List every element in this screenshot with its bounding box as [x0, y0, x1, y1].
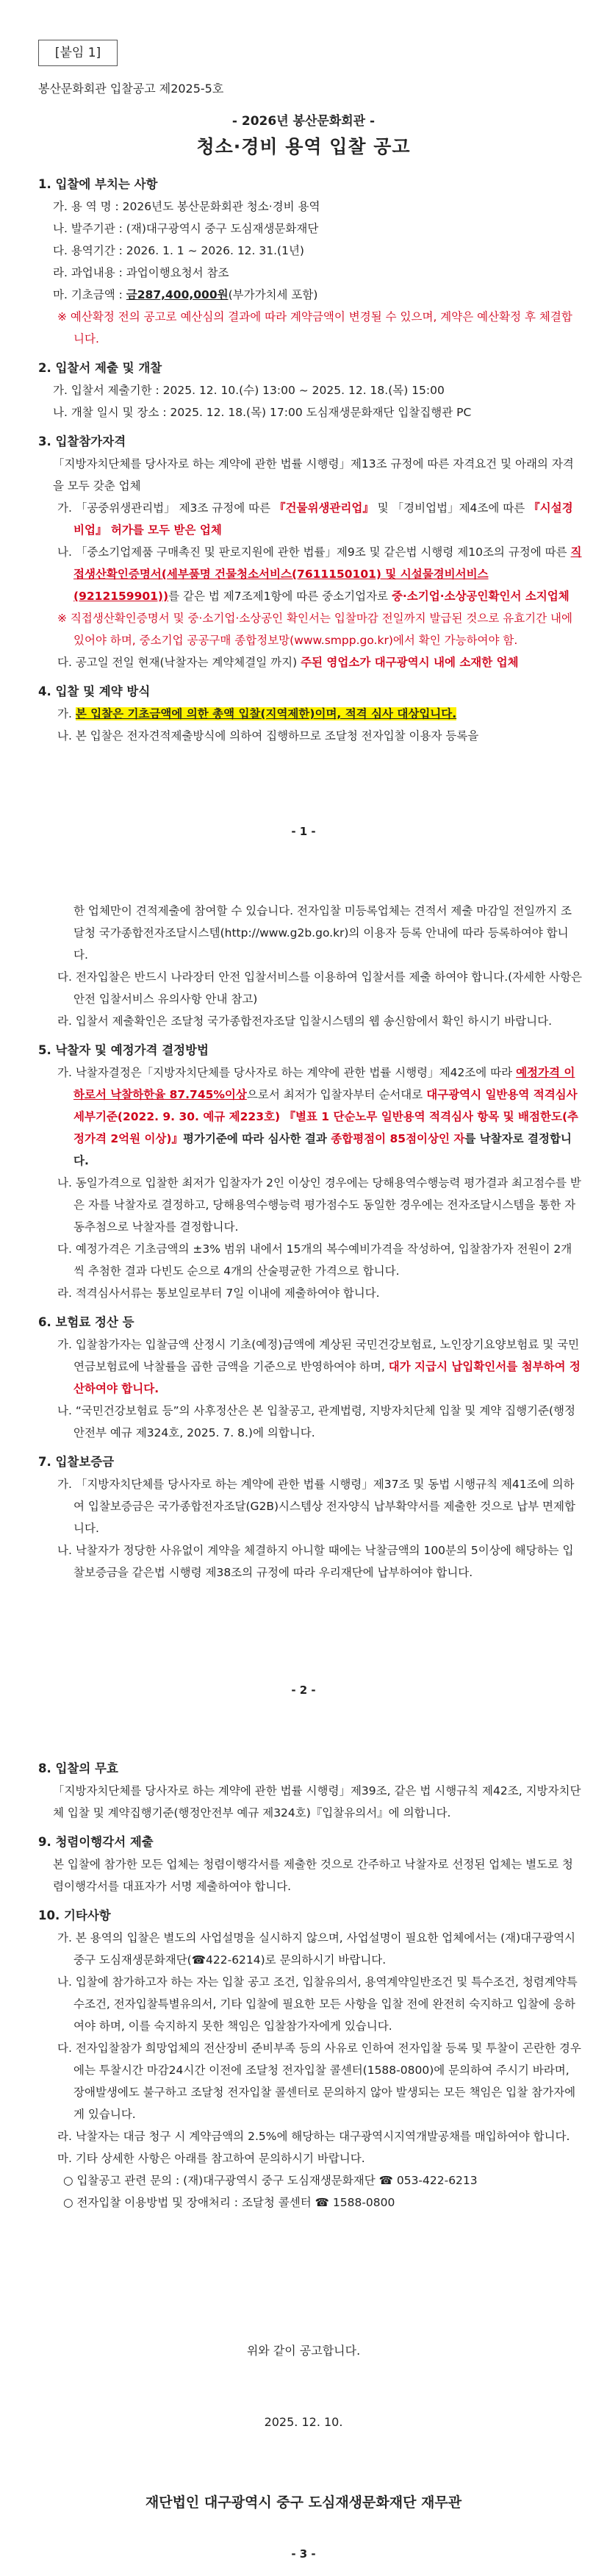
s3-na-text-1: 나. 「중소기업제품 구매촉진 및 판로지원에 관한 법률」제9조 및 같은법 시행령 제10조의 규정에 따른 [57, 545, 571, 559]
s5-item-ra: 라. 적격심사서류는 통보일로부터 7일 이내에 제출하여야 합니다. [57, 1287, 380, 1300]
notice-number: 봉산문화회관 입찰공고 제2025-5호 [38, 82, 224, 96]
section-2-heading: 2. 입찰서 제출 및 개찰 [38, 361, 162, 375]
s3-na-text-2: 를 같은 법 제7조제1항에 따른 중소기업자로 [168, 590, 392, 603]
section-8-heading: 8. 입찰의 무효 [38, 1761, 118, 1775]
s3-ga-license-2: 『시설경비업』 [73, 501, 573, 537]
s3-intro: 「지방자치단체를 당사자로 하는 계약에 관한 법률 시행령」제13조 규정에 따른 자격요건 및 아래의 자격을 모두 갖춘 업체 [53, 457, 574, 493]
attachment-label: [붙임 1] [38, 40, 118, 66]
s3-ga-text-3: 허가를 모두 받은 업체 [107, 523, 222, 537]
s4-item-ga [38, 703, 582, 725]
page2-content [38, 900, 582, 1584]
contact-call-center: ○ 전자입찰 이용방법 및 장애처리 : 조달청 콜센터 ☎ 1588-0800 [63, 2196, 395, 2209]
section-7-heading: 7. 입찰보증금 [38, 1455, 115, 1469]
s5-ga-text-2: 으로서 최저가 입찰자부터 순서대로 [246, 1088, 427, 1101]
s1-item-na: 나. 발주기관 : (재)대구광역시 중구 도심재생문화재단 [53, 222, 319, 235]
page-1 [0, 0, 607, 853]
document-subtitle: - 2026년 봉산문화회관 - [231, 114, 376, 129]
s1-item-da: 다. 용역기간 : 2026. 1. 1 ~ 2026. 12. 31.(1년) [53, 244, 304, 257]
page-number-3: - 3 - [291, 2547, 316, 2561]
s6-item-ga [38, 1334, 582, 1400]
base-price-label: 마. 기초금액 : [53, 288, 126, 301]
s4-na-continued: 한 업체만이 견적제출에 참여할 수 있습니다. 전자입찰 미등록업체는 견적서 제출 마감일 전일까지 조달청 국가종합전자조달시스템(http://www.g2b.go.kr)의 이용자 등록 안내에 따라 등록하여야 합니다. [73, 904, 572, 962]
issuing-organization: 재단법인 대구광역시 중구 도심재생문화재단 재무관 [145, 2494, 462, 2511]
s5-ga-text-1: 가. 낙찰자결정은「지방자치단체를 당사자로 하는 계약에 관한 법률 시행령」제42조에 따라 [57, 1066, 517, 1079]
s4-ga-prefix: 가. [57, 707, 76, 720]
base-price-amount: 금287,400,000원 [126, 288, 229, 301]
section-9-heading: 9. 청렴이행각서 제출 [38, 1835, 154, 1849]
s3-ga-text-2: 및 「경비업법」제4조에 따른 [373, 501, 529, 515]
page-2 [0, 853, 607, 1709]
s10-item-ra: 라. 낙찰자는 대금 청구 시 계약금액의 2.5%에 해당하는 대구광역시지역개발공채를 매입하여야 합니다. [57, 2130, 570, 2143]
s2-item-na: 나. 개찰 일시 및 장소 : 2025. 12. 18.(목) 17:00 도심재생문화재단 입찰집행관 PC [53, 406, 472, 419]
s3-ga-license-1: 『건물위생관리업』 [274, 501, 374, 515]
s6-ga-settlement: 대가 지급시 납입확인서를 첨부하여 정산하여야 합니다. [73, 1360, 581, 1395]
s5-ga-text-3: 평가기준에 따라 심사한 결과 [182, 1132, 331, 1145]
section-4-heading: 4. 입찰 및 계약 방식 [38, 684, 151, 698]
page-number-2: - 2 - [291, 1684, 316, 1697]
s3-da-location: 주된 영업소가 대구광역시 내에 소재한 업체 [301, 656, 519, 669]
page1-content [38, 166, 582, 747]
s10-item-ma: 마. 기타 상세한 사항은 아래를 참고하여 문의하시기 바랍니다. [57, 2152, 365, 2165]
s5-item-ga [38, 1062, 582, 1172]
s5-item-da: 다. 예정가격은 기초금액의 ±3% 범위 내에서 15개의 복수예비가격을 작성하여, 입찰참가자 전원이 2개씩 추첨한 결과 다빈도 순으로 4개의 산술평균한 가격으로 합니다. [57, 1242, 572, 1278]
s8-body: 「지방자치단체를 당사자로 하는 계약에 관한 법률 시행령」제39조, 같은 법 시행규칙 제42조, 지방자치단체 입찰 및 계약집행기준(행정안전부 예규 제324호)『입찰유의서』에 의합니다. [53, 1784, 581, 1820]
section-3-heading: 3. 입찰참가자격 [38, 434, 126, 448]
s1-item-ma [38, 284, 582, 306]
section-10-heading: 10. 기타사항 [38, 1908, 111, 1922]
s3-na-sme-cert: 중·소기업·소상공인확인서 소지업체 [391, 590, 570, 603]
s3-note: ※ 직접생산확인증명서 및 중·소기업·소상공인 확인서는 입찰마감 전일까지 발급된 것으로 유효기간 내에 있어야 하며, 중소기업 공공구매 종합정보망(www.smpp.go.kr)에서 확인 가능하여야 함. [57, 612, 572, 647]
section-6-heading: 6. 보험료 정산 등 [38, 1315, 134, 1329]
s3-ga-text-1: 가. 「공중위생관리법」 제3조 규정에 따른 [57, 501, 275, 515]
section-1-heading: 1. 입찰에 부치는 사항 [38, 177, 158, 191]
s10-item-na: 나. 입찰에 참가하고자 하는 자는 입찰 공고 조건, 입찰유의서, 용역계약일반조건 및 특수조건, 청렴계약특수조건, 전자입찰특별유의서, 기타 입찰에 필요한 모든 사항을 입찰 전에 완전히 숙지하고 입찰에 응하여야 하며, 이를 숙지하지 못한 책임은 입찰참가자에게 있습니다. [57, 1975, 578, 2033]
s3-item-ga [38, 497, 582, 541]
s4-item-na: 나. 본 입찰은 전자견적제출방식에 의하여 집행하므로 조달청 전자입찰 이용자 등록을 [57, 729, 479, 743]
s1-item-ra: 라. 과업내용 : 과업이행요청서 참조 [53, 266, 229, 279]
s1-budget-note: ※ 예산확정 전의 공고로 예산심의 결과에 따라 계약금액이 변경될 수 있으며, 계약은 예산확정 후 체결합니다. [57, 310, 572, 346]
closing-statement: 위와 같이 공고합니다. [246, 2344, 361, 2358]
s5-item-na: 나. 동일가격으로 입찰한 최저가 입찰자가 2인 이상인 경우에는 당해용역수행능력 평가결과 최고점수를 받은 자를 낙찰자로 결정하고, 당해용역수행능력 평가점수도 동일한 경우에는 전자조달시스템을 통한 자동추첨으로 낙찰자를 결정합니다. [57, 1176, 581, 1234]
s7-item-na: 나. 낙찰자가 정당한 사유없이 계약을 체결하지 아니할 때에는 낙찰금액의 100분의 5이상에 해당하는 입찰보증금을 같은법 시행령 제38조의 규정에 따라 우리재단에 납부하여야 합니다. [57, 1544, 574, 1579]
s6-item-na: 나. “국민건강보험료 등”의 사후정산은 본 입찰공고, 관계법령, 지방자치단체 입찰 및 계약 집행기준(행정안전부 예규 제324호, 2025. 7. 8.)에 의합니다. [57, 1404, 575, 1439]
section-5-heading: 5. 낙찰자 및 예정가격 결정방법 [38, 1043, 209, 1057]
s7-item-ga: 가. 「지방자치단체를 당사자로 하는 계약에 관한 법률 시행령」제37조 및 동법 시행규칙 제41조에 의하여 입찰보증금은 국가종합전자조달(G2B)시스템상 전자양식 납부확약서를 제출한 것으로 납부 면제합니다. [57, 1478, 575, 1535]
s5-ga-text-4: 를 낙찰자로 결정합니다. [73, 1132, 572, 1167]
s4-ga-highlight: 본 입찰은 기초금액에 의한 총액 입찰(지역제한)이며, 적격 심사 대상입니다. [75, 707, 457, 720]
s5-ga-criteria: 대구광역시 일반용역 적격심사 세부기준(2022. 9. 30. 예규 제223호) 『별표 1 단순노무 일반용역 적격심사 항목 및 배점한도(추정가격 2억원 이상)』 [73, 1088, 578, 1145]
contact-bid-inquiry: ○ 입찰공고 관련 문의 : (재)대구광역시 중구 도심재생문화재단 ☎ 053-422-6213 [63, 2174, 478, 2187]
s3-item-da [38, 651, 582, 673]
s1-item-ga: 가. 용 역 명 : 2026년도 봉산문화회관 청소·경비 용역 [53, 200, 320, 213]
base-price-vat: (부가가치세 포함) [228, 288, 318, 301]
s4-item-da: 다. 전자입찰은 반드시 나라장터 안전 입찰서비스를 이용하여 입찰서를 제출 하여야 합니다.(자세한 사항은 안전 입찰서비스 유의사항 안내 참고) [57, 970, 582, 1006]
s5-ga-score: 종합평점이 85점이상인 자 [331, 1132, 465, 1145]
s4-item-ra: 라. 입찰서 제출확인은 조달청 국가종합전자조달 입찰시스템의 웹 송신함에서 확인 하시기 바랍니다. [57, 1015, 553, 1028]
announcement-date: 2025. 12. 10. [264, 2415, 343, 2429]
s10-item-da: 다. 전자입찰참가 희망업체의 전산장비 준비부족 등의 사유로 인하여 전자입찰 등록 및 투찰이 곤란한 경우에는 투찰시간 마감24시간 이전에 조달청 전자입찰 콜센터(1588-0800)에 문의하여 주시기 바라며, 장애발생에도 불구하고 조달청 전자입찰 콜센터로 문의하지 않아 발생되는 모든 책임은 입찰 참가자에게 있습니다. [57, 2042, 581, 2121]
s10-item-ga: 가. 본 용역의 입찰은 별도의 사업설명을 실시하지 않으며, 사업설명이 필요한 업체에서는 (재)대구광역시 중구 도심재생문화재단(☎422-6214)로 문의하시기 바랍니다. [57, 1931, 576, 1967]
s9-body: 본 입찰에 참가한 모든 업체는 청렴이행각서를 제출한 것으로 간주하고 낙찰자로 선정된 업체는 별도로 청렴이행각서를 대표자가 서명 제출하여야 합니다. [53, 1858, 573, 1893]
s2-item-ga: 가. 입찰서 제출기한 : 2025. 12. 10.(수) 13:00 ~ 2025. 12. 18.(목) 15:00 [53, 384, 445, 397]
s5-ga-rate: 예정가격 이하로서 낙찰하한율 87.745%이상 [73, 1066, 575, 1101]
s6-ga-text: 가. 입찰참가자는 입찰금액 산정시 기초(예정)금액에 계상된 국민건강보험료, 노인장기요양보험료 및 국민연금보험료에 낙찰률을 곱한 금액을 기준으로 반영하여야 하며, [57, 1338, 580, 1373]
page-number-1: - 1 - [291, 825, 316, 838]
page-3 [0, 1709, 607, 2576]
s3-item-na [38, 541, 582, 607]
s3-na-certificate: 직접생산확인증명서(세부품명 건물청소서비스(7611150101) 및 시설물경비서비스(9212159901)) [73, 545, 582, 603]
s3-da-text: 다. 공고일 전일 현재(낙찰자는 계약체결일 까지) [57, 656, 301, 669]
document-title: 청소·경비 용역 입찰 공고 [196, 136, 411, 157]
page3-content [38, 1750, 582, 2214]
